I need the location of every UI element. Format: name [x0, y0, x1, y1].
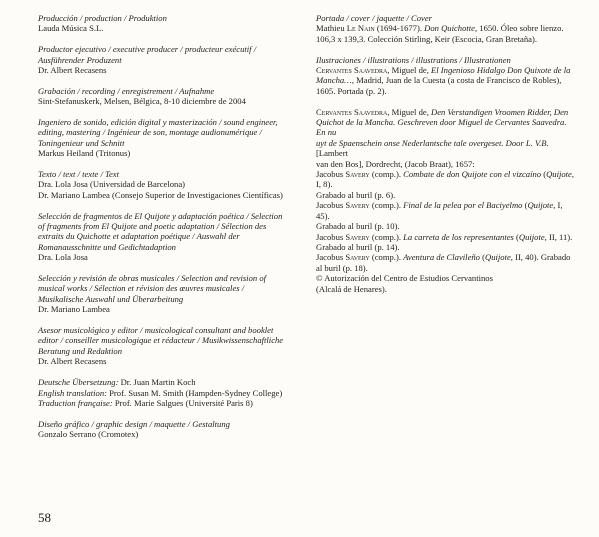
text-run: (: [479, 252, 485, 263]
translation-label: English translation:: [38, 387, 107, 398]
credit-name: Dra. Lola Josa (Universidad de Barcelona): [38, 179, 185, 190]
italic-title: Mancha…: [316, 75, 352, 86]
text-run: [Lambert: [316, 148, 348, 159]
design-heading: Diseño gráfico / graphic design / maquette / Gestaltung: [38, 418, 230, 429]
italic-title: uyt de Spaenschein onse Nederlantsche tale overgeset. Door L. V.B.: [316, 137, 549, 148]
text-run: , 1650. Óleo sobre lienzo.: [474, 23, 564, 34]
credit-name: Dr. Mariano Lambea (Consejo Superior de Investigaciones Científicas): [38, 189, 283, 200]
text-run: Mathieu: [316, 23, 347, 34]
credit-block: [38, 86, 290, 107]
credit-heading: Selección de fragmentos de El Quijote y adaptación poética / Selection of fragments from El Quijote and poetic adaptation / Sélection des extraits du Quichotte et adaptation poétique / Auswahl der Romanausschnitte und Gedichtadaption: [38, 210, 283, 252]
author-name: Savery: [345, 231, 370, 242]
italic-title: Quijote: [546, 169, 572, 180]
text-run: Grabado al buril (p. 6).: [316, 189, 396, 200]
credit-blocks: [38, 13, 290, 367]
translator-name: Prof. Marie Salgues (Université Paris 8): [114, 397, 253, 408]
translation-de: [38, 377, 290, 387]
text-run: 106,3 x 139,3. Colección Stirling, Keir (Escocia, Gran Bretaña).: [316, 33, 537, 44]
text-run: al buril (p. 18).: [316, 262, 368, 273]
text-line: [316, 65, 578, 75]
italic-title: Den Verstandigen Vroomen Ridder, Den: [431, 106, 569, 117]
text-run: , Miguel de,: [387, 65, 431, 76]
designer-name: Gonzalo Serrano (Cromotex): [38, 429, 139, 440]
credit-block: [38, 273, 290, 315]
italic-title: Quichot de la Mancha. Geschreven door Miguel de Cervantes Saavedra. En nu: [316, 117, 567, 138]
text-run: Jacobus: [316, 231, 346, 242]
text-run: (: [541, 169, 547, 180]
credit-heading: Asesor musicológico y editor / musicological consultant and booklet editor / conseiller musicologique et rédacteur / Musikwissenschaftliche Beratung und Redaktion: [38, 325, 284, 356]
italic-title: Don Quichotte: [424, 23, 475, 34]
credit-heading: Grabación / recording / enregistrement / Aufnahme: [38, 85, 215, 96]
text-run: van den Bos], Dordrecht, (Jacob Braat), 1657:: [316, 158, 475, 169]
images-column: [316, 13, 578, 304]
credit-name: Markus Heiland (Tritonus): [38, 148, 131, 159]
text-line: [316, 23, 578, 33]
credit-name: Dr. Albert Recasens: [38, 356, 107, 367]
credit-block: [38, 211, 290, 263]
paragraph-gap: [316, 96, 578, 106]
text-line: [316, 273, 578, 283]
illustrations-heading: Ilustraciones / illustrations / illustrations / Illustrationen: [316, 54, 511, 65]
text-run: , I, 45).: [316, 200, 563, 221]
author-name: Cervantes Saavedra: [316, 106, 388, 117]
credit-block: [38, 13, 290, 34]
text-line: [316, 242, 578, 252]
text-line: [316, 221, 578, 231]
text-run: , II, 40). Grabado: [510, 252, 571, 263]
credit-heading: Productor ejecutivo / executive producer / producteur exécutif / Ausführender Produzent: [38, 44, 257, 65]
credit-block: [38, 44, 290, 75]
credit-heading: Texto / text / texte / Text: [38, 169, 119, 180]
text-run: (comp.).: [369, 200, 404, 211]
text-line: [316, 232, 578, 242]
translation-en: [38, 388, 290, 398]
text-line: [316, 169, 578, 190]
text-line: [316, 75, 578, 85]
credit-block: [38, 325, 290, 367]
text-run: , Miguel de,: [387, 106, 431, 117]
text-run: 1605. Portada (p. 2).: [316, 85, 387, 96]
text-line: [316, 117, 578, 138]
text-line: [316, 34, 578, 44]
text-run: , II, 11).: [544, 231, 573, 242]
credit-name: Dr. Albert Recasens: [38, 65, 107, 76]
credit-block: [38, 117, 290, 159]
text-run: (: [513, 231, 519, 242]
credit-heading: Ingeniero de sonido, edición digital y masterización / sound engineer, editing, mastering / Ingénieur de son, montage audionumérique / Toningenieur und Schnitt: [38, 117, 278, 148]
text-run: Grabado al buril (p. 14).: [316, 241, 400, 252]
credit-heading: Producción / production / Produktion: [38, 13, 167, 23]
text-line: [316, 138, 578, 159]
text-line: [316, 86, 578, 96]
credit-name: Lauda Música S.L.: [38, 23, 104, 34]
text-run: Jacobus: [316, 169, 346, 180]
italic-title: Quijote: [485, 252, 511, 263]
text-run: Jacobus: [316, 252, 346, 263]
cover-block: [316, 13, 578, 44]
text-run: , Madrid, Juan de la Cuesta (a costa de Francisco de Robles),: [351, 75, 562, 86]
credit-name: Sint-Stefanuskerk, Melsen, Bélgica, 8-10 diciembre de 2004: [38, 96, 246, 107]
cover-heading: Portada / cover / jaquette / Cover: [316, 13, 432, 23]
page-number: 58: [38, 510, 51, 525]
text-line: [316, 263, 578, 273]
credit-heading: Selección y revisión de obras musicales / Selection and revision of musical works / Sélection et révision des œuvres musicales / Musikalische Auswahl und Überarbeitung: [38, 273, 266, 304]
author-name: Savery: [345, 169, 370, 180]
translation-fr: [38, 398, 290, 408]
text-line: [316, 252, 578, 262]
translator-name: Dr. Juan Martin Koch: [120, 377, 196, 388]
credit-name: Dr. Mariano Lambea: [38, 304, 110, 315]
italic-title: Final de la pelea por el Baciyelmo: [403, 200, 523, 211]
italic-title: Combate de don Quijote con el vizcaíno: [403, 169, 542, 180]
translation-label: Traduction française:: [38, 397, 113, 408]
italic-title: Quijote: [527, 200, 554, 211]
text-run: (1694-1677).: [374, 23, 425, 34]
text-run: © Autorización del Centro de Estudios Cervantinos: [316, 273, 493, 284]
cover-text: [316, 23, 578, 44]
credits-column: [38, 13, 290, 450]
italic-title: El Ingenioso Hidalgo Don Quixote de la: [431, 65, 571, 76]
text-line: [316, 190, 578, 200]
text-run: (comp.).: [369, 231, 404, 242]
text-run: (Alcalá de Henares).: [316, 283, 387, 294]
translator-name: Prof. Susan M. Smith (Hampden-Sydney College): [109, 387, 283, 398]
author-name: Le Nain: [346, 23, 375, 34]
text-run: , I, 8).: [316, 169, 575, 190]
author-name: Savery: [345, 252, 370, 263]
translation-label: Deutsche Übersetzung:: [38, 377, 119, 388]
text-run: (comp.).: [369, 252, 404, 263]
design-block: [38, 419, 290, 440]
credit-block: [38, 169, 290, 200]
author-name: Cervantes Saavedra: [316, 65, 388, 76]
italic-title: Quijote: [518, 231, 545, 242]
italic-title: La carreta de los representantes: [403, 231, 514, 242]
italic-title: Aventura de Clavileño: [403, 252, 480, 263]
text-line: [316, 200, 578, 221]
author-name: Savery: [345, 200, 370, 211]
illustrations-text: [316, 65, 578, 294]
text-run: (comp.).: [369, 169, 404, 180]
text-line: [316, 107, 578, 117]
text-line: [316, 159, 578, 169]
text-run: (: [522, 200, 528, 211]
illustrations-block: [316, 55, 578, 294]
text-run: Jacobus: [316, 200, 346, 211]
credit-name: Dra. Lola Josa: [38, 252, 88, 263]
text-run: Grabado al buril (p. 10).: [316, 221, 400, 232]
text-line: [316, 284, 578, 294]
translations-block: [38, 377, 290, 408]
